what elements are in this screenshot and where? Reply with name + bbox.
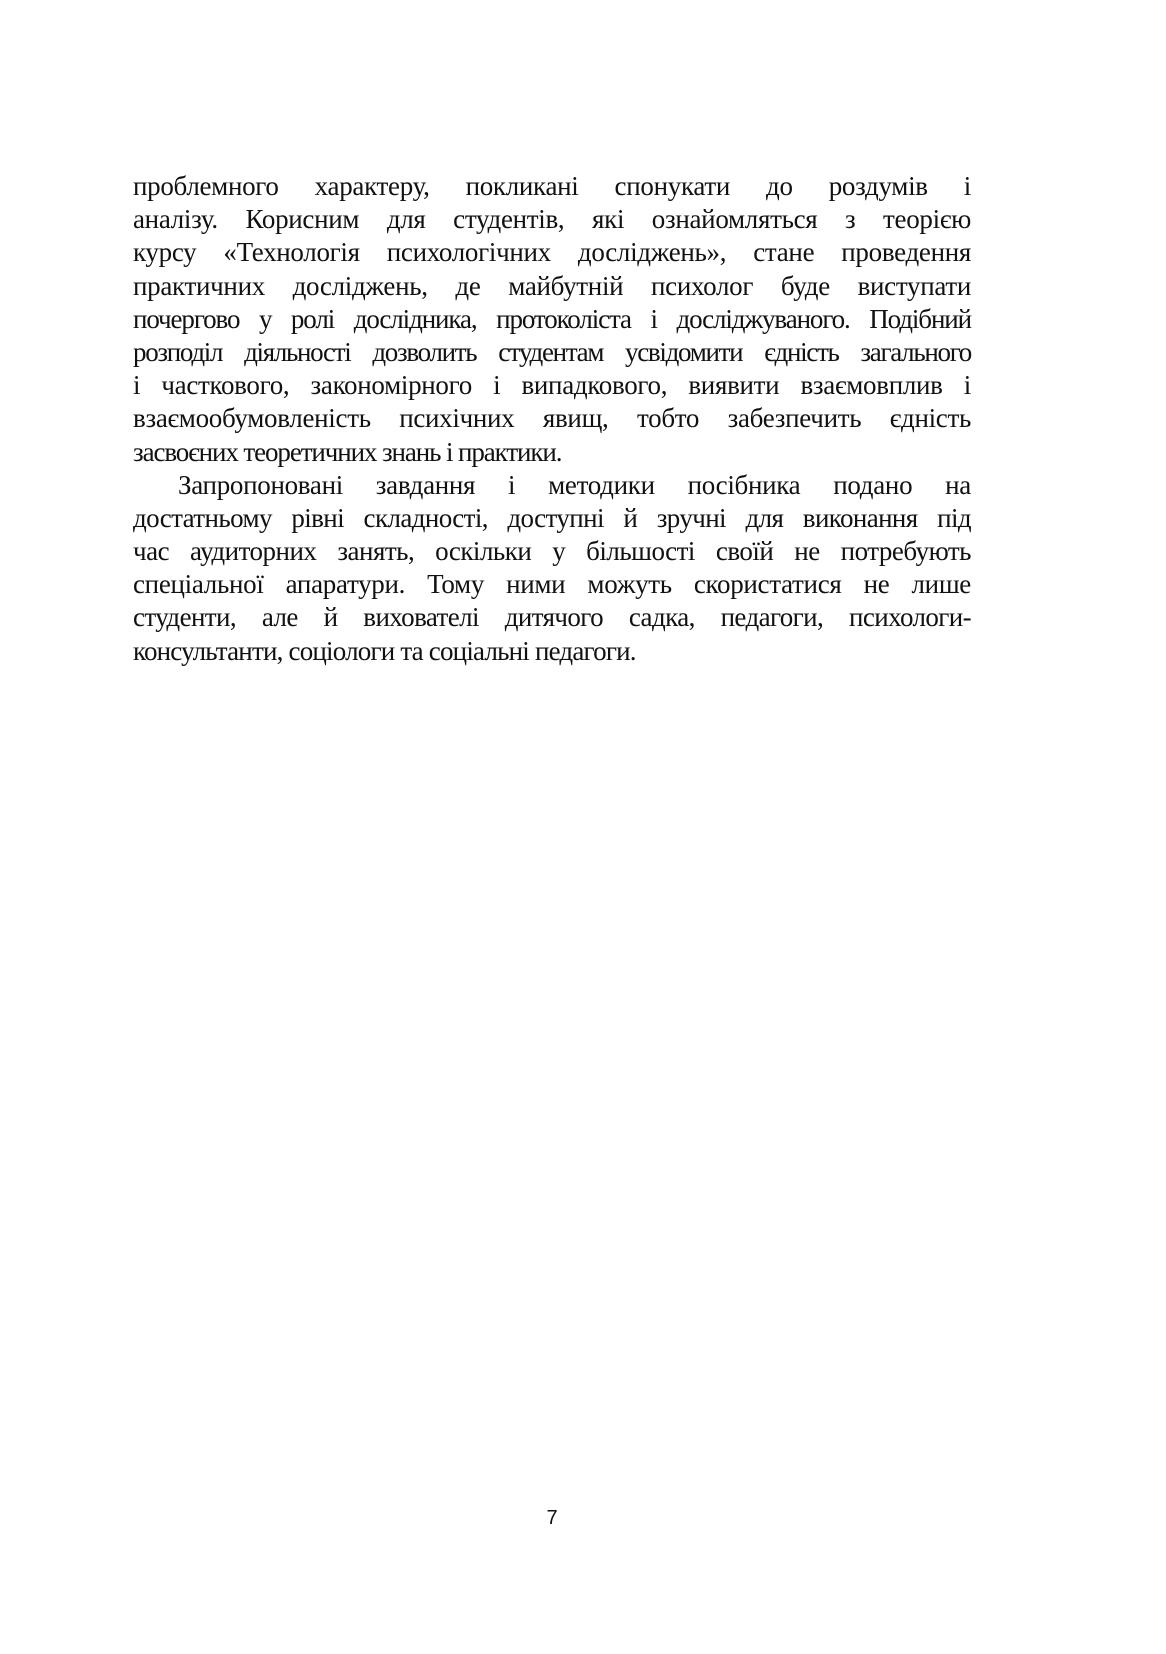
text-line: студенти, але й вихователі дитячого садка, педагоги, психологи- — [133, 602, 971, 633]
text-line: аналізу. Корисним для студентів, які ознайомляться з теорією — [133, 204, 971, 235]
text-line: спеціальної апаратури. Тому ними можуть скористатися не лише — [133, 569, 971, 600]
page-number: 7 — [546, 1507, 558, 1529]
text-line: курсу «Технологія психологічних досліджень», стане проведення — [133, 237, 971, 268]
text-line: достатньому рівні складності, доступні й зручні для виконання під — [133, 502, 971, 533]
text-line: почергово у ролі дослідника, протоколіста і досліджуваного. Подібний — [133, 303, 971, 334]
text-line: Запропоновані завдання і методики посібника подано на — [178, 469, 971, 500]
text-line: розподіл діяльності дозволить студентам усвідомити єдність загального — [133, 336, 971, 367]
body-text — [133, 170, 971, 668]
paragraph-1 — [133, 170, 971, 469]
text-line: взаємообумовленість психічних явищ, тобто забезпечить єдність — [133, 403, 971, 434]
text-line: засвоєних теоретичних знань і практики. — [133, 436, 562, 467]
text-line: консультанти, соціологи та соціальні педагоги. — [133, 635, 636, 666]
text-line: практичних досліджень, де майбутній психолог буде виступати — [133, 270, 971, 301]
text-line: проблемного характеру, покликані спонукати до роздумів і — [133, 171, 971, 201]
paragraph-2 — [133, 469, 971, 668]
text-line: час аудиторних занять, оскільки у більшості своїй не потребують — [133, 536, 971, 567]
text-line: і часткового, закономірного і випадкового, виявити взаємовплив і — [133, 370, 971, 401]
